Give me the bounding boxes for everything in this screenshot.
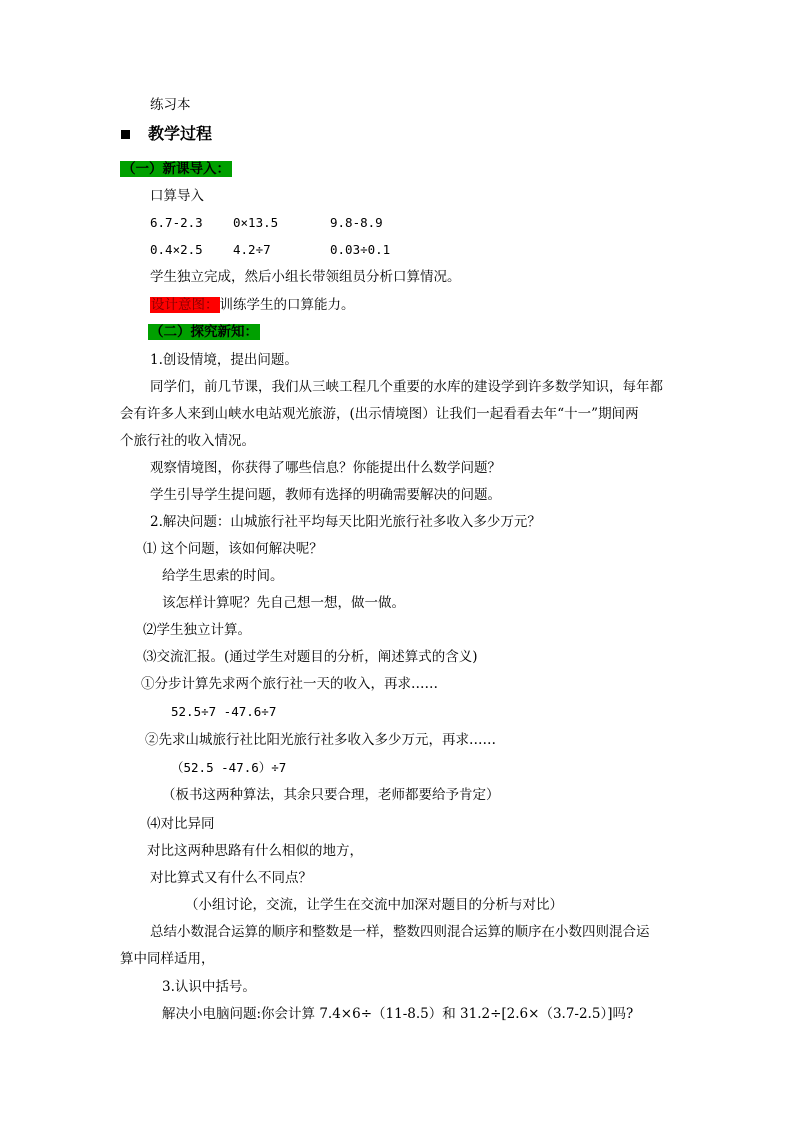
design-intent bbox=[150, 296, 355, 314]
practice-book-text: 练习本 bbox=[150, 97, 191, 113]
heading-text: 教学过程 bbox=[148, 124, 213, 143]
section-1-title-text: （一）新课导入： bbox=[122, 161, 230, 177]
question-1: ⑴ 这个问题，该如何解决呢？ bbox=[143, 541, 323, 557]
question-4: ⑷对比异同 bbox=[147, 816, 215, 832]
board-note: （板书这两种算法，其余只要合理，老师都要给予肯定） bbox=[162, 787, 500, 803]
calc-item: 0.03÷0.1 bbox=[330, 242, 391, 257]
section-heading bbox=[121, 125, 212, 143]
group-discussion: （小组讨论，交流，让学生在交流中加深对题目的分析与对比） bbox=[185, 897, 563, 913]
calc-item: 0.4×2.5 bbox=[150, 242, 203, 257]
section-2-title bbox=[148, 323, 260, 341]
question-3: ⑶交流汇报。(通过学生对题目的分析，阐述算式的含义) bbox=[143, 649, 478, 665]
method-2: ②先求山城旅行社比阳光旅行社多收入多少万元，再求…… bbox=[145, 732, 496, 748]
step-3: 3.认识中括号。 bbox=[162, 979, 256, 995]
calc-item: 4.2÷7 bbox=[233, 242, 271, 257]
calc-item: 0×13.5 bbox=[233, 215, 279, 230]
step-1: 1.创设情境，提出问题。 bbox=[150, 352, 298, 368]
design-intent-text: 训练学生的口算能力。 bbox=[219, 297, 355, 313]
paragraph-line: 算中同样适用， bbox=[120, 951, 215, 967]
guide-text: 学生引导学生提问题，教师有选择的明确需要解决的问题。 bbox=[150, 487, 501, 503]
question-2: ⑵学生独立计算。 bbox=[143, 622, 251, 638]
expression-1: 52.5÷7 -47.6÷7 bbox=[171, 704, 277, 719]
thinking-time: 给学生思索的时间。 bbox=[162, 568, 284, 584]
paragraph-line: 总结小数混合运算的顺序和整数是一样，整数四则混合运算的顺序在小数四则混合运 bbox=[150, 924, 650, 940]
oral-intro: 口算导入 bbox=[150, 188, 204, 204]
compare-text-2: 对比算式又有什么不同点？ bbox=[150, 870, 312, 886]
step-2: 2.解决问题：山城旅行社平均每天比阳光旅行社多收入多少万元？ bbox=[150, 514, 541, 530]
design-intent-label: 设计意图： bbox=[151, 297, 219, 313]
calc-item: 6.7-2.3 bbox=[150, 215, 203, 230]
paragraph-line: 个旅行社的收入情况。 bbox=[120, 433, 255, 449]
calc-item: 9.8-8.9 bbox=[330, 215, 383, 230]
bullet-square-icon bbox=[121, 130, 130, 139]
section-1-title bbox=[120, 160, 232, 178]
paragraph-line: 会有许多人来到山峡水电站观光旅游，(出示情境图）让我们一起看看去年“十一”期间两 bbox=[120, 406, 639, 422]
paragraph-line: 同学们，前几节课，我们从三峡工程几个重要的水库的建设学到许多数学知识，每年都 bbox=[150, 379, 663, 395]
observe-text: 观察情境图，你获得了哪些信息？你能提出什么数学问题？ bbox=[150, 460, 501, 476]
solve-question: 解决小电脑问题:你会计算 7.4×6÷（11-8.5）和 31.2÷[2.6×（3.7-2.5）]吗? bbox=[162, 1006, 634, 1022]
compare-text-1: 对比这两种思路有什么相似的地方， bbox=[147, 843, 363, 859]
students-done-text: 学生独立完成，然后小组长带领组员分析口算情况。 bbox=[150, 269, 461, 285]
expression-2: （52.5 -47.6）÷7 bbox=[171, 760, 287, 775]
how-to-calc: 该怎样计算呢？先自己想一想，做一做。 bbox=[162, 595, 405, 611]
method-1: ①分步计算先求两个旅行社一天的收入，再求…… bbox=[141, 676, 438, 692]
section-2-title-text: （二）探究新知： bbox=[150, 324, 258, 340]
